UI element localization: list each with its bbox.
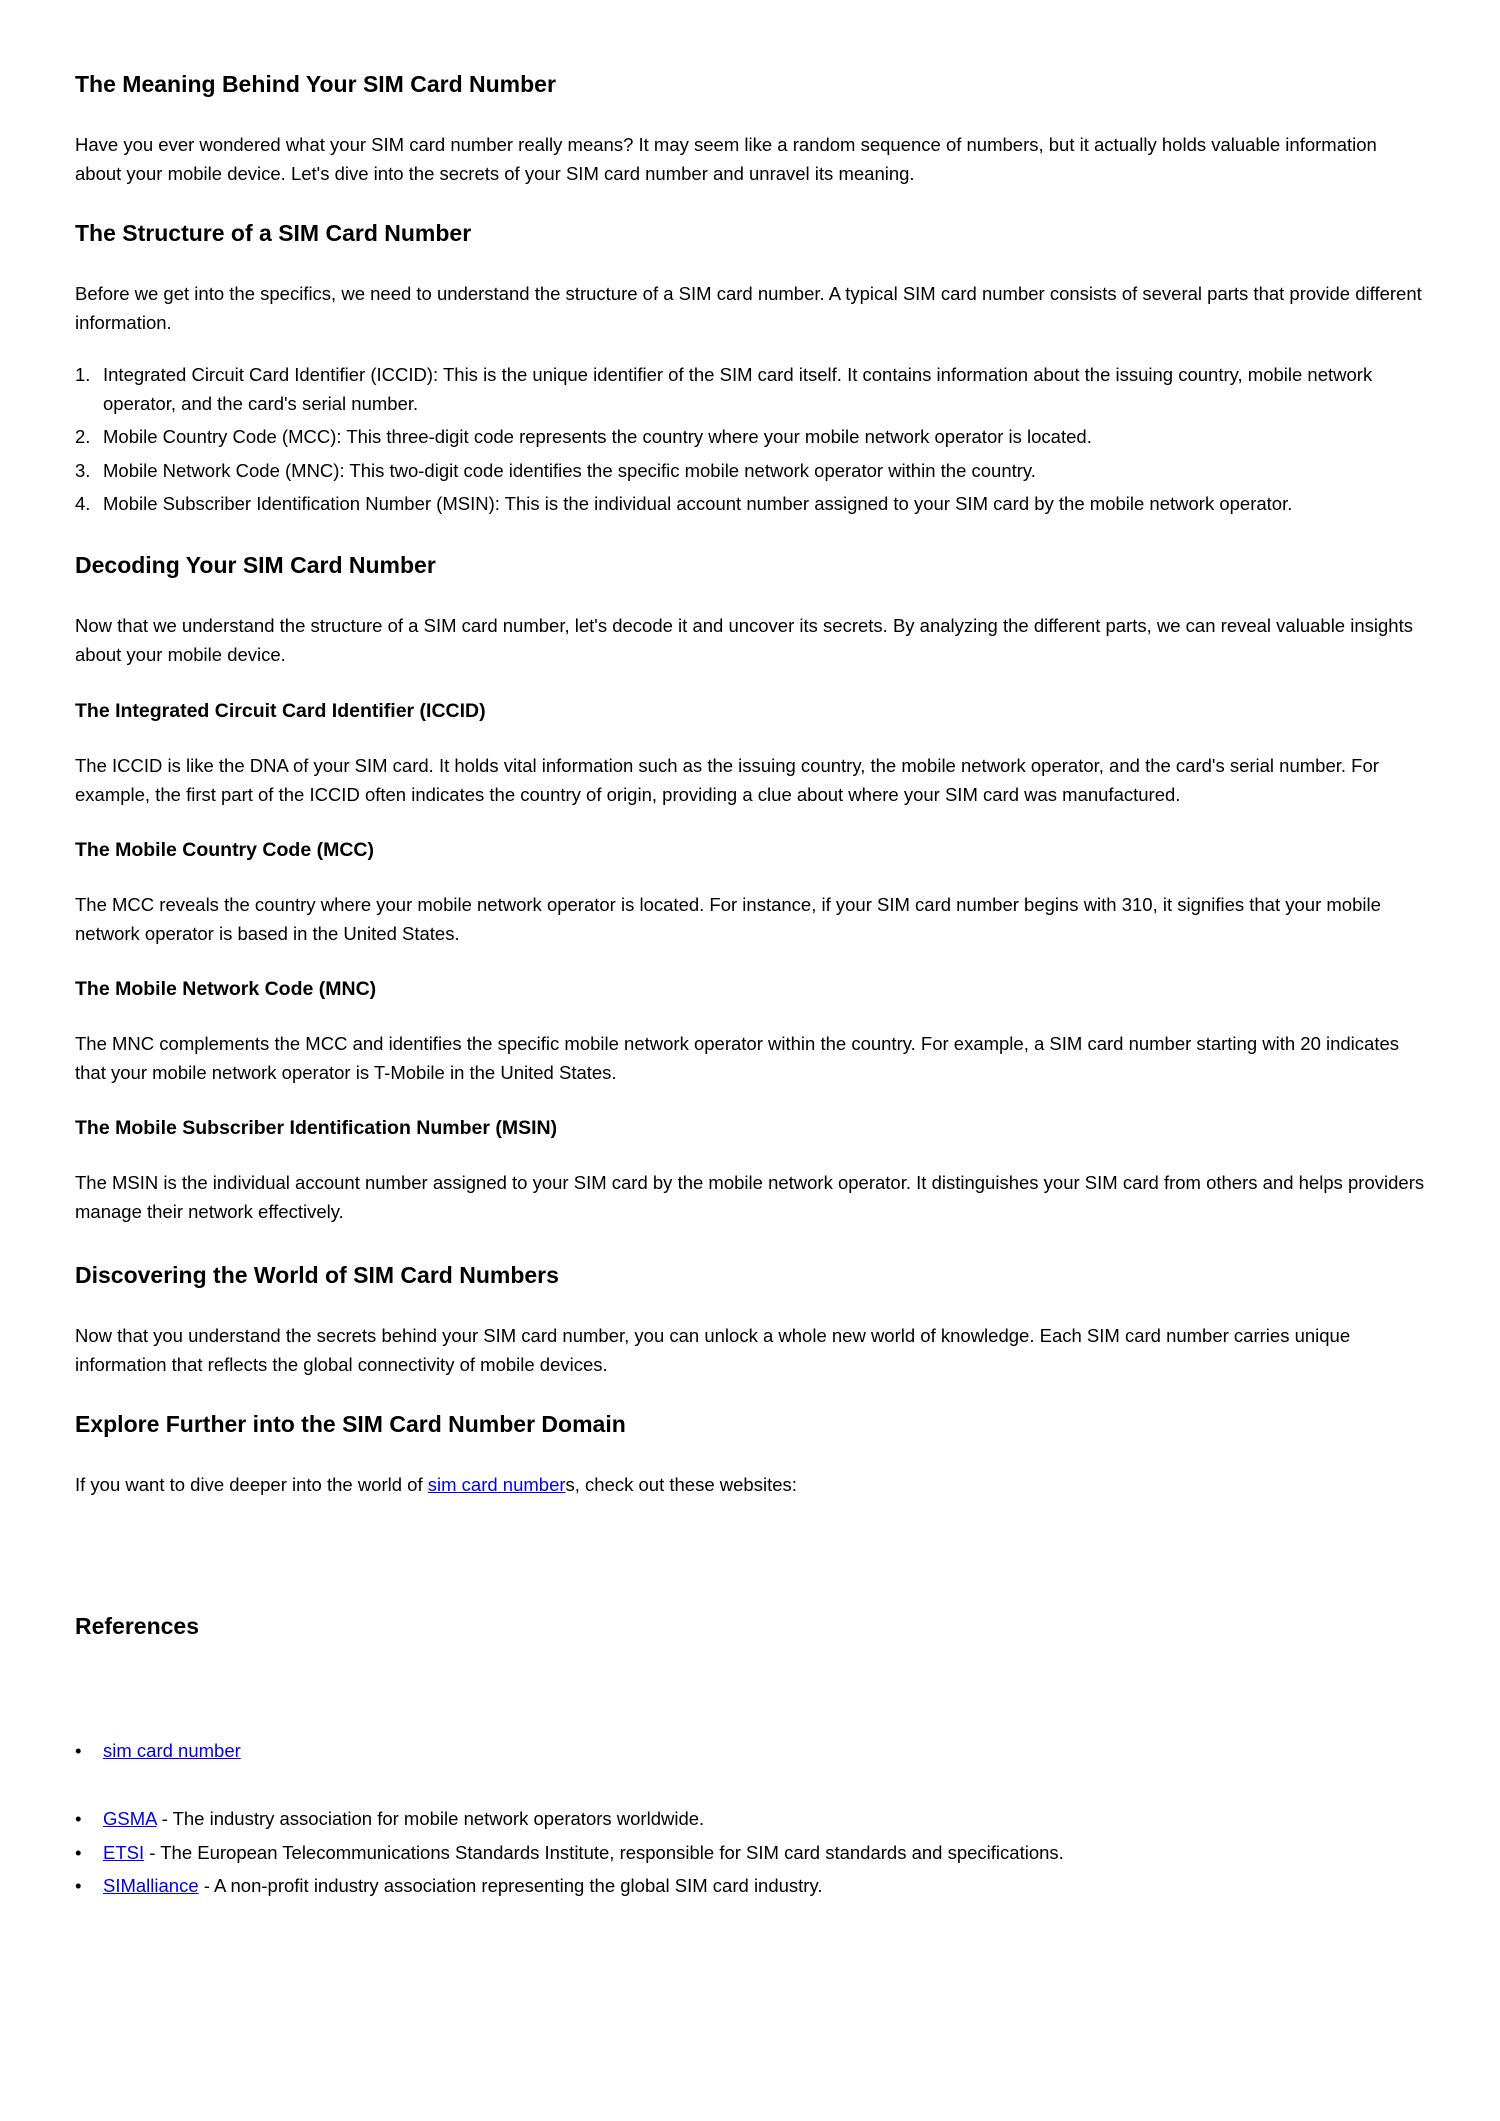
list-item (75, 1805, 1064, 1834)
intro-paragraph: Have you ever wondered what your SIM card number really means? It may seem like a random sequence of numbers, but it actually holds valuable information about your mobile device. Let's dive into the secrets of your SIM card number and unravel its meaning. (75, 134, 1377, 184)
reference-link-gsma[interactable]: GSMA (103, 1808, 157, 1829)
reference-link-simalliance[interactable]: SIMalliance (103, 1875, 199, 1896)
msin-paragraph: The MSIN is the individual account number assigned to your SIM card by the mobile network operator. It distinguishes your SIM card from others and helps providers manage their network effectively. (75, 1172, 1425, 1222)
bullet-icon: • (75, 1875, 82, 1896)
list-item-text: Mobile Subscriber Identification Number (MSIN): This is the individual account number assigned to your SIM card by the mobile network operator. (103, 493, 1293, 514)
list-item (75, 490, 1425, 519)
explore-text-before: If you want to dive deeper into the world of (75, 1474, 428, 1495)
msin-heading: The Mobile Subscriber Identification Number (MSIN) (75, 1117, 558, 1139)
iccid-paragraph: The ICCID is like the DNA of your SIM card. It holds vital information such as the issuing country, the mobile network operator, and the card's serial number. For example, the first part of the ICCID often indicates the country of origin, providing a clue about where your SIM card was manufactured. (75, 755, 1379, 805)
reference-description: - The European Telecommunications Standards Institute, responsible for SIM card standards and specifications. (144, 1841, 1064, 1863)
mnc-heading: The Mobile Network Code (MNC) (75, 978, 377, 1000)
list-number: 2. (75, 426, 91, 447)
list-item (75, 1839, 1064, 1868)
explore-text-after: s, check out these websites: (565, 1474, 797, 1495)
bullet-icon: • (75, 1808, 82, 1829)
mcc-heading: The Mobile Country Code (MCC) (75, 839, 374, 861)
references-heading: References (75, 1613, 200, 1639)
reference-description: - The industry association for mobile network operators worldwide. (156, 1808, 705, 1829)
list-item (75, 361, 1425, 418)
structure-list (75, 361, 1425, 524)
reference-description: - A non-profit industry association representing the global SIM card industry. (198, 1875, 823, 1896)
bullet-icon: • (75, 1740, 82, 1761)
list-item (75, 1872, 1064, 1901)
bullet-icon: • (75, 1841, 82, 1863)
discovering-paragraph: Now that you understand the secrets behind your SIM card number, you can unlock a whole new world of knowledge. Each SIM card number carries unique information that reflects the global connectivity of mobile devices. (75, 1325, 1351, 1375)
mcc-paragraph: The MCC reveals the country where your mobile network operator is located. For instance, if your SIM card number begins with 310, it signifies that your mobile network operator is based in the United States. (75, 894, 1381, 944)
list-number: 1. (75, 364, 91, 385)
decoding-heading: Decoding Your SIM Card Number (75, 552, 436, 578)
decoding-paragraph: Now that we understand the structure of a SIM card number, let's decode it and uncover its secrets. By analyzing the different parts, we can reveal valuable insights about your mobile device. (75, 615, 1413, 665)
list-item (75, 457, 1425, 486)
reference-link-sim-card-number[interactable]: sim card number (103, 1740, 241, 1761)
sim-card-number-link[interactable]: sim card number (427, 1474, 566, 1495)
structure-paragraph: Before we get into the specifics, we need to understand the structure of a SIM card number. A typical SIM card number consists of several parts that provide different information. (75, 283, 1422, 333)
list-item (75, 423, 1425, 452)
structure-heading: The Structure of a SIM Card Number (75, 220, 472, 246)
explore-paragraph (75, 1471, 797, 1500)
list-item-text: Integrated Circuit Card Identifier (ICCID): This is the unique identifier of the SIM card itself. It contains information about the issuing country, mobile network operator, and the card's serial number. (103, 364, 1373, 414)
page-title: The Meaning Behind Your SIM Card Number (75, 71, 556, 97)
mnc-paragraph: The MNC complements the MCC and identifies the specific mobile network operator within the country. For example, a SIM card number starting with 20 indicates that your mobile network operator is T-Mobile in the United States. (75, 1033, 1400, 1083)
list-item-text: Mobile Country Code (MCC): This three-digit code represents the country where your mobile network operator is located. (103, 426, 1092, 447)
iccid-heading: The Integrated Circuit Card Identifier (ICCID) (75, 700, 486, 722)
reference-link-etsi[interactable]: ETSI (103, 1841, 145, 1863)
list-item-text: Mobile Network Code (MNC): This two-digit code identifies the specific mobile network operator within the country. (103, 459, 1036, 481)
references-list (75, 1805, 1064, 1906)
references-first-list (75, 1737, 241, 1771)
explore-heading: Explore Further into the SIM Card Number Domain (75, 1411, 626, 1437)
list-item (75, 1737, 241, 1766)
list-number: 3. (75, 459, 91, 481)
list-number: 4. (75, 493, 91, 514)
discovering-heading: Discovering the World of SIM Card Numbers (75, 1262, 559, 1288)
